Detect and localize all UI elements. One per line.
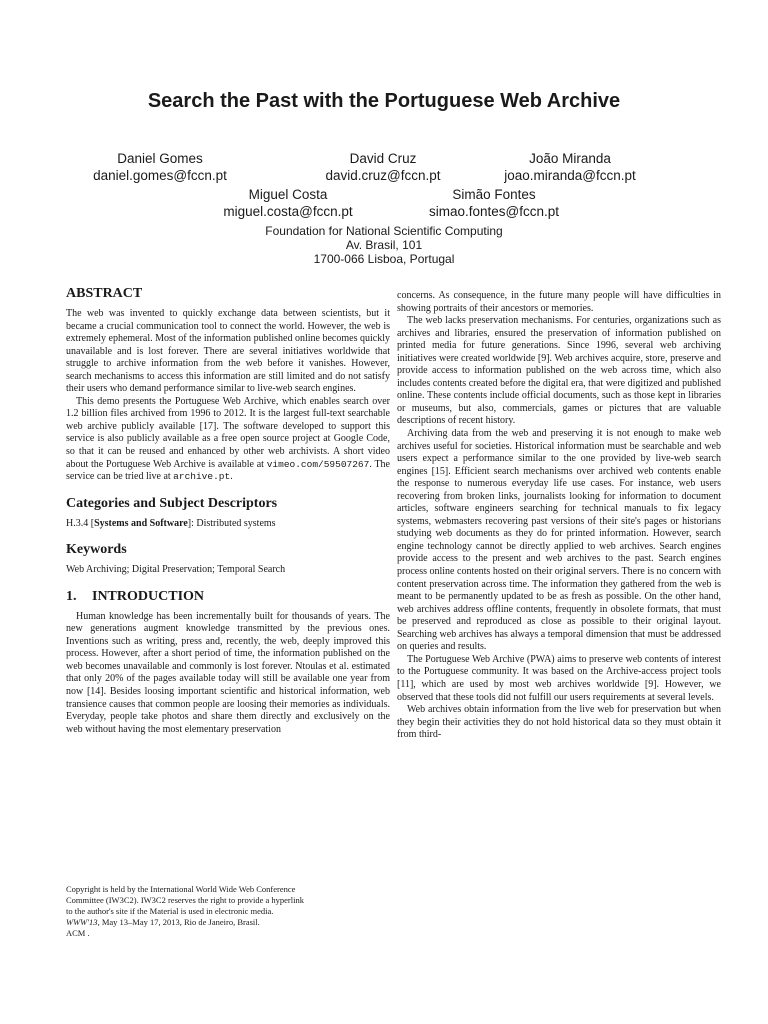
category-code: H.3.4 [ xyxy=(66,517,95,529)
body-paragraph: Web archives obtain information from the live web for preservation but when they begin their activities they do not hold historical data so they must obtain it from third- xyxy=(397,704,721,741)
conference-name: WWW'13 xyxy=(66,917,98,927)
author-block xyxy=(414,186,574,220)
body-paragraph: The Portuguese Web Archive (PWA) aims to preserve web contents of interest to the Portuguese community. It was based on the Archive-access project tools [11], which are used by most web archives worldwide [9]. However, we observed that these tools did not fulfill our users requirements at several levels. xyxy=(397,653,721,703)
author-email[interactable]: miguel.costa@fccn.pt xyxy=(223,204,353,219)
section-number: 1. xyxy=(66,588,77,604)
affiliation xyxy=(0,224,768,266)
keywords-text: Web Archiving; Digital Preservation; Temporal Search xyxy=(66,564,286,576)
body-paragraph: The web lacks preservation mechanisms. For centuries, organizations such as archives and libraries, ensured the preservation of information published on printed media for future generations. Since 1996, several web archiving initiatives were created worldwide [9]. Web archives acquire, store, preserve and provide access to information published on the web across time, which also includes contents created before the digital era, that were digitized and published online. These contents include official documents, such as those kept in libraries or museums, but also, commercials, games or pictures that are valuable descriptions of recent history. xyxy=(397,315,721,427)
author-email[interactable]: joao.miranda@fccn.pt xyxy=(504,168,636,183)
abstract-heading: ABSTRACT xyxy=(66,286,143,301)
copyright-line: Committee (IW3C2). IW3C2 reserves the right to provide a hyperlink xyxy=(66,895,304,905)
author-block xyxy=(85,150,235,184)
keywords-heading: Keywords xyxy=(66,542,127,558)
abstract-paragraph: The web was invented to quickly exchange data between scientists, but it became a crucial communication tool to connect the world. However, the web is extremely ephemeral. Most of the information published online becomes quickly unavailable and is lost forever. There are several initiatives worldwide that struggle to archive information from the web before it vanishes. However, search mechanisms to access this information are still limited and do not satisfy their users who demand performance similar to live-web search engines. xyxy=(66,308,390,395)
author-name: Daniel Gomes xyxy=(117,151,203,166)
copyright-notice xyxy=(66,884,390,939)
author-name: Miguel Costa xyxy=(248,187,328,202)
section-title: INTRODUCTION xyxy=(92,588,205,604)
categories-text xyxy=(66,518,390,531)
categories-heading: Categories and Subject Descriptors xyxy=(66,495,278,511)
paper-title: Search the Past with the Portuguese Web Archive xyxy=(147,90,621,112)
conference-line xyxy=(66,917,390,928)
abstract-text: . xyxy=(230,471,233,483)
affiliation-org: Foundation for National Scientific Computing xyxy=(265,224,503,238)
category-rest: ]: Distributed systems xyxy=(187,517,276,529)
intro-paragraph: Human knowledge has been incrementally built for thousands of years. The new generations augment knowledge transmitted by the previous ones. Inventions such as writing, press and, recently, the web, deeply improved this process. However, after a short period of time, the information published on the web becomes unavailable and commonly is lost forever. Ntoulas et al. estimated that only 20% of the pages available today will still be available one year from now [14]. Besides loosing important scientific and historical information, web transience causes that common people are loosing their memories as individuals. Everyday, people take photos and share them directly and exclusively on the web without having the most elementary preservation xyxy=(66,610,390,735)
author-name: David Cruz xyxy=(349,151,417,166)
abstract-text: This demo presents the Portuguese Web Archive, which enables search over 1.2 billion files archived from 1996 to 2012. It is the largest full-text searchable web archive publicly available [17]. The software developed to support this service is also publicly available as a free open source project at Google Code, so that it can be reused and enhanced by other web archivists. A short video about the Portuguese Web Archive is available at xyxy=(66,395,390,470)
author-email[interactable]: simao.fontes@fccn.pt xyxy=(428,204,559,219)
author-name: Simão Fontes xyxy=(452,187,536,202)
copyright-line: to the author's site if the Material is used in electronic media. xyxy=(66,906,274,916)
affiliation-city: 1700-066 Lisboa, Portugal xyxy=(313,252,455,266)
author-email[interactable]: david.cruz@fccn.pt xyxy=(325,168,441,183)
abstract-text: . The service can be tried live at xyxy=(66,458,390,483)
abstract-paragraph xyxy=(66,396,390,484)
intro-heading xyxy=(66,588,390,606)
author-block xyxy=(495,150,645,184)
body-paragraph: Archiving data from the web and preserving it is not enough to make web archives useful for societies. Historical information must be searchable and web users expect a performance similar to the one provided by live-web search engines [15]. Efficient search mechanisms over archived web contents enable the response to numerous everyday life use cases. For instance, web users recovering from broken links, journalists looking for information to document articles, software engineers searching for technical manuals to fix legacy systems, webmasters recovering past versions of their site's pages or historians studying web documents as they do for printed information. However, search engine technology cannot be directly applied to web archives. Search engines provide access to the present and web archives to the past. Search engines process online contents hosted on their original servers. There is no concern with content preservation across time. The information they gathered from the web is meant to be permanently updated to be as fresh as possible. On the other hand, web archives address offline contents, frequently in obsolete formats, that must be preserved and reproduced as close as possible to their original layout. Searching web archives has always a temporal dimension that must be addressed on queries and results. xyxy=(397,428,721,653)
category-name: Systems and Software xyxy=(94,517,188,529)
affiliation-street: Av. Brasil, 101 xyxy=(345,238,423,252)
publisher-line: ACM . xyxy=(66,928,90,938)
site-link[interactable]: archive.pt xyxy=(173,471,231,483)
right-column xyxy=(397,290,721,742)
author-block xyxy=(308,150,458,184)
author-block xyxy=(213,186,363,220)
author-name: João Miranda xyxy=(529,151,611,166)
body-paragraph: concerns. As consequence, in the future many people will have difficulties in showing portraits of their ancestors or memories. xyxy=(397,290,721,314)
video-link[interactable]: vimeo.com/59507267 xyxy=(266,458,370,470)
left-column xyxy=(66,285,390,736)
conference-dates: , May 13–May 17, 2013, Rio de Janeiro, Brasil. xyxy=(97,917,260,927)
author-email[interactable]: daniel.gomes@fccn.pt xyxy=(93,168,227,183)
copyright-line: Copyright is held by the International World Wide Web Conference xyxy=(66,884,296,894)
